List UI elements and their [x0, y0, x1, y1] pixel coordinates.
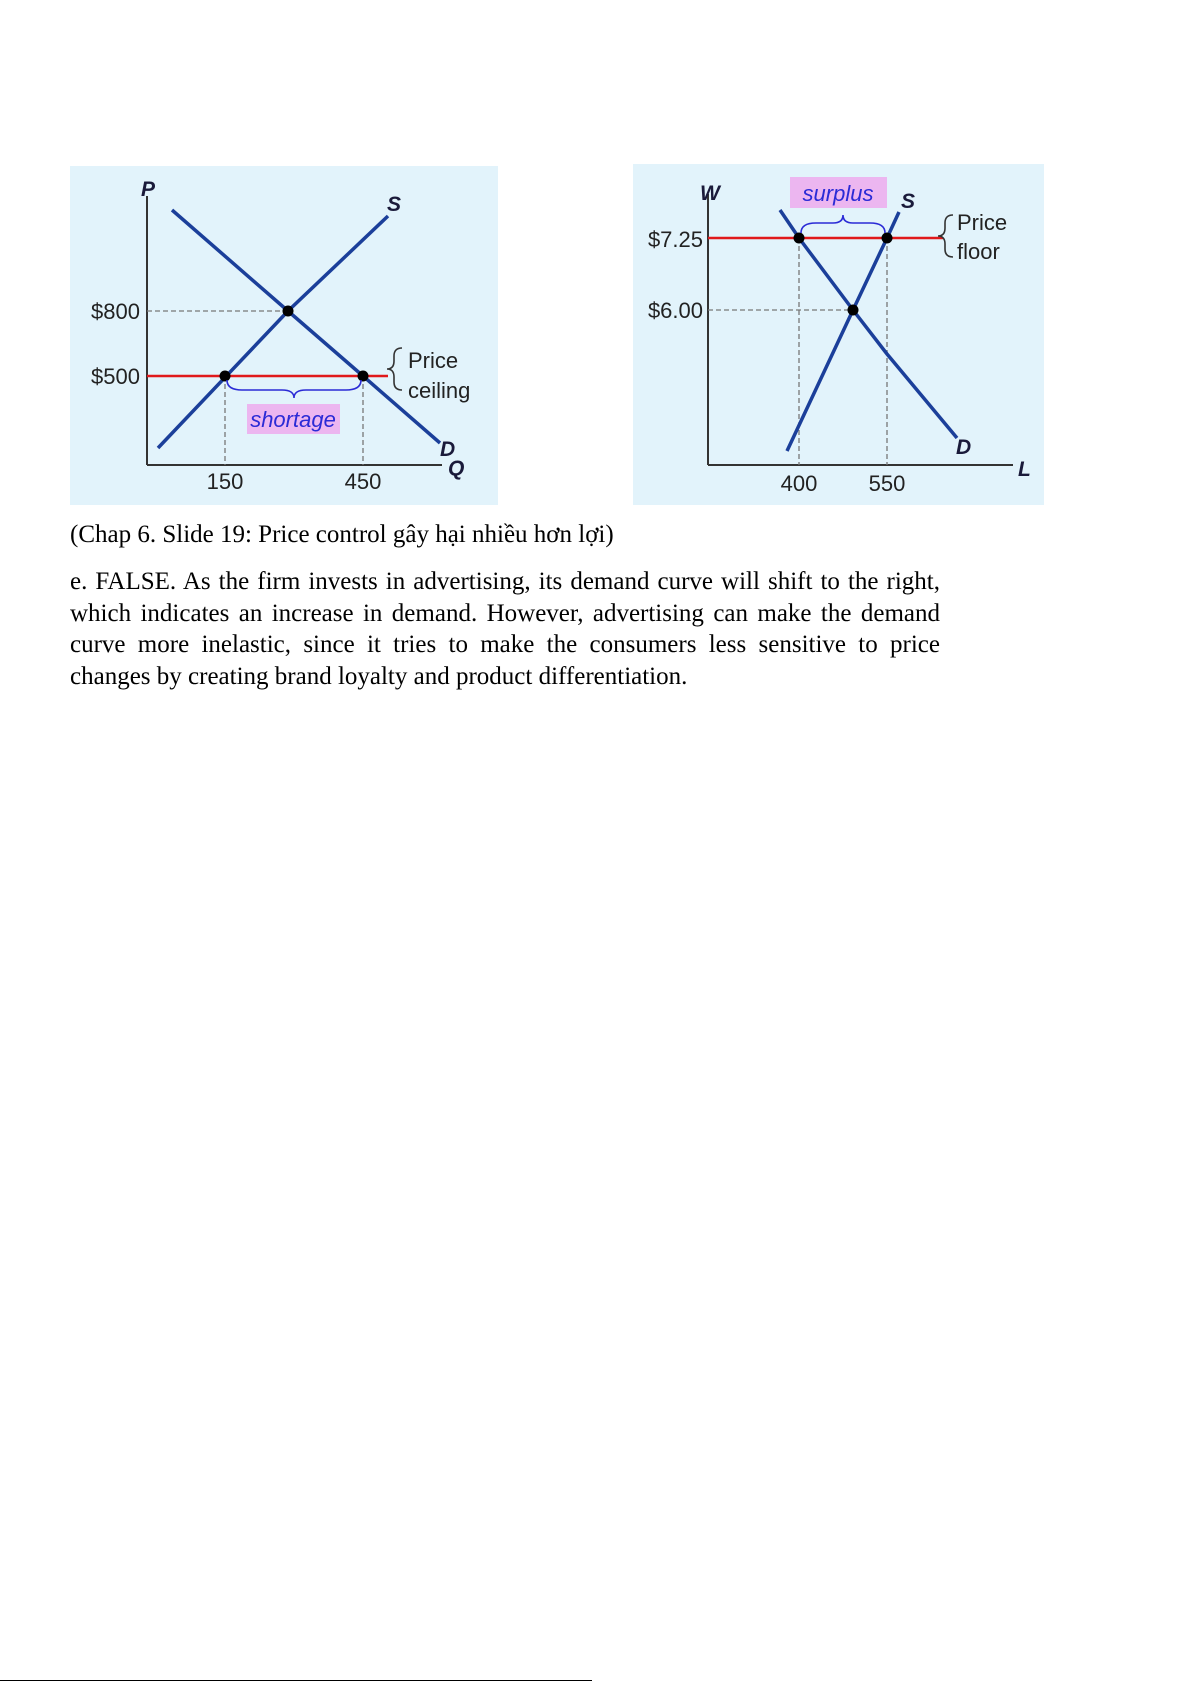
quantity-demanded-point [358, 371, 369, 382]
price-ceiling-chart [70, 166, 498, 505]
y-tick-7-25: $7.25 [647, 227, 703, 252]
footer-rule [0, 1680, 592, 1681]
figure-caption: (Chap 6. Slide 19: Price control gây hại nhiều hơn lợi) [70, 521, 614, 548]
x-tick-150: 150 [206, 469, 244, 494]
surplus-label: surplus [802, 181, 874, 206]
price-floor-label-line1: Price [957, 210, 1008, 235]
price-floor-label-line2: floor [957, 239, 1000, 264]
labor-demanded-point [794, 233, 805, 244]
shortage-label: shortage [250, 407, 336, 432]
surplus-brace [801, 215, 885, 233]
answer-paragraph: e. FALSE. As the firm invests in advertising, its demand curve will shift to the right, which indicates an increase in demand. However, advertising can make the demand curve more inelastic, since it tries to make the consumers less sensitive to price changes by creating brand loyalty and product differentiation. [70, 568, 940, 690]
y-tick-800: $800 [91, 299, 140, 324]
price-floor-chart [633, 164, 1044, 505]
x-axis-label: Q [448, 457, 465, 480]
x-tick-550: 550 [868, 471, 906, 496]
demand-label: D [956, 436, 972, 459]
supply-label: S [387, 193, 402, 216]
price-ceiling-label-line2: ceiling [408, 378, 471, 403]
price-ceiling-label-line1: Price [408, 348, 459, 373]
price-ceiling-brace [387, 348, 402, 390]
x-tick-400: 400 [780, 471, 818, 496]
supply-curve [787, 212, 899, 451]
x-tick-450: 450 [344, 469, 382, 494]
shortage-brace [227, 380, 361, 398]
labor-supplied-point [882, 233, 893, 244]
demand-label: D [440, 438, 456, 461]
x-axis-label: L [1018, 458, 1031, 481]
supply-label: S [901, 190, 916, 213]
y-tick-6-00: $6.00 [647, 298, 703, 323]
equilibrium-point [848, 305, 859, 316]
y-tick-500: $500 [91, 364, 140, 389]
price-floor-brace [938, 215, 953, 257]
demand-curve [780, 210, 957, 438]
y-axis-label: W [700, 182, 720, 205]
equilibrium-point [283, 306, 294, 317]
y-axis-label: P [141, 178, 156, 201]
price-floor-svg [633, 164, 1044, 505]
quantity-supplied-point [220, 371, 231, 382]
price-ceiling-svg [70, 166, 498, 505]
